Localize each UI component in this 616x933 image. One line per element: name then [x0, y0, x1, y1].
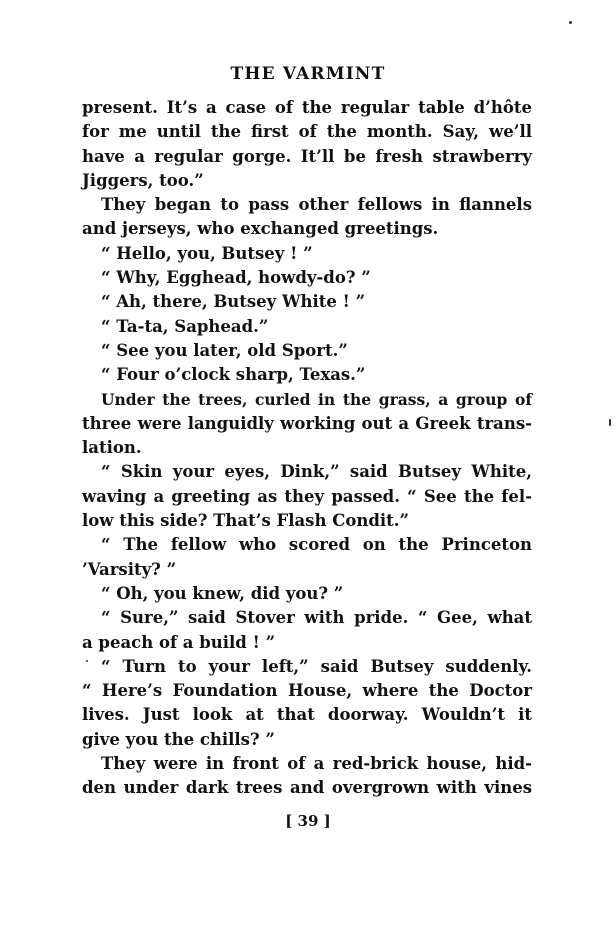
body-text	[82, 96, 532, 801]
text-line: “ Ta-ta, Saphead.”	[101, 316, 269, 336]
text-line: ’Varsity? ”	[82, 559, 177, 579]
text-line: lation.	[82, 438, 142, 458]
text-line: Under the trees, curled in the grass, a group of	[101, 389, 532, 409]
text-line: a peach of a build ! ”	[82, 632, 276, 652]
text-line: “ Hello, you, Butsey ! ”	[101, 243, 313, 263]
print-speck	[609, 419, 611, 426]
text-line: “ Turn to your left,” said Butsey suddenly.	[101, 656, 532, 676]
running-head: THE VARMINT	[230, 64, 386, 84]
text-line: “ Ah, there, Butsey White ! ”	[101, 292, 366, 312]
text-line: “ Skin your eyes, Dink,” said Butsey White,	[101, 462, 532, 482]
text-line: They were in front of a red-brick house, hid-	[101, 754, 532, 774]
text-line: and jerseys, who exchanged greetings.	[82, 219, 439, 239]
text-line: Jiggers, too.”	[82, 170, 204, 190]
text-line: “ Here’s Foundation House, where the Doctor	[82, 681, 532, 701]
text-line: three were languidly working out a Greek trans-	[82, 413, 532, 433]
text-line: den under dark trees and overgrown with vines	[82, 778, 532, 798]
text-line: present. It’s a case of the regular table d’hôte	[82, 98, 532, 117]
text-line: for me until the first of the month. Say, we’ll	[82, 122, 532, 142]
text-line: give you the chills? ”	[82, 729, 275, 749]
print-speck	[569, 21, 572, 24]
text-line: “ Four o’clock sharp, Texas.”	[101, 365, 366, 385]
text-line: have a regular gorge. It’ll be fresh strawberry	[82, 146, 532, 166]
text-line: “ Oh, you knew, did you? ”	[101, 583, 344, 603]
text-line: “ The fellow who scored on the Princeton	[101, 535, 532, 555]
text-line: “ Sure,” said Stover with pride. “ Gee, what	[101, 608, 532, 628]
page-number: [ 39 ]	[285, 812, 331, 830]
text-line: “ See you later, old Sport.”	[101, 340, 348, 360]
text-line: “ Why, Egghead, howdy-do? ”	[101, 268, 371, 288]
text-line: low this side? That’s Flash Condit.”	[82, 511, 410, 531]
text-line: They began to pass other fellows in flannels	[101, 195, 532, 215]
text-line: lives. Just look at that doorway. Wouldn’t it	[82, 705, 532, 725]
text-line: waving a greeting as they passed. “ See the fel-	[82, 486, 532, 506]
